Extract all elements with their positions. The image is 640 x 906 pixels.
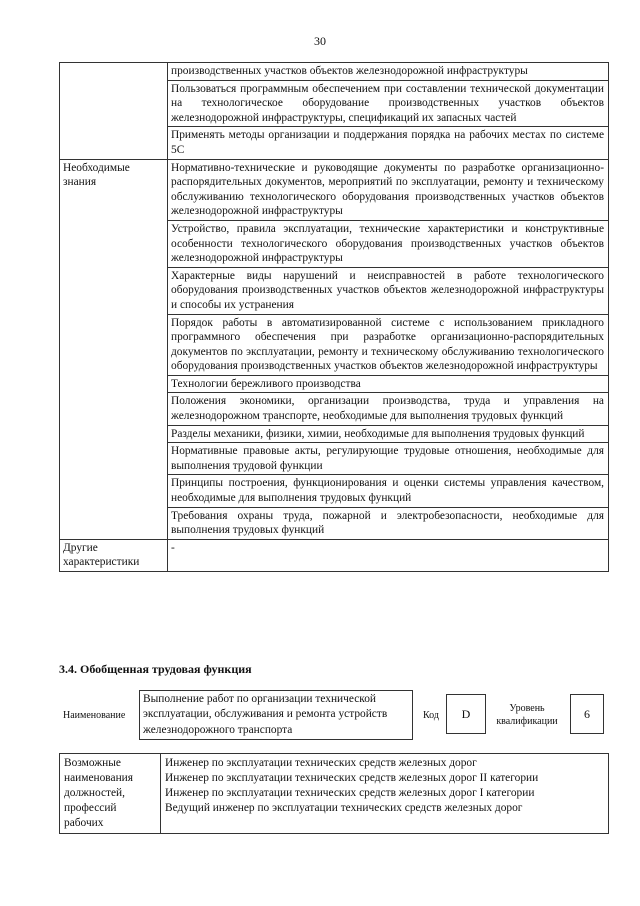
- positions-label: Возможные наименования должностей, профессий рабочих: [60, 754, 161, 834]
- code-box: D: [446, 694, 486, 734]
- function-name-box: Выполнение работ по организации технической эксплуатации, обслуживания и ремонта устройств железнодорожного транспорта: [139, 690, 413, 740]
- row-text: Разделы механики, физики, химии, необходимые для выполнения трудовых функций: [168, 425, 609, 443]
- row-text: Пользоваться программным обеспечением при составлении технической документации на технологическое оборудование производственных участков объектов железнодорожной инфраструктуры, спецификаций их запасных частей: [168, 80, 609, 127]
- positions-list: [161, 754, 609, 834]
- position-item: Инженер по эксплуатации технических средств железных дорог: [165, 757, 477, 769]
- table-row: [60, 159, 609, 220]
- page-number: 30: [314, 34, 326, 48]
- qualification-level-label: Уровень квалификации: [496, 703, 558, 727]
- row-text: -: [168, 539, 609, 571]
- position-item: Инженер по эксплуатации технических средств железных дорог I категории: [165, 787, 535, 799]
- row-label: Необходимые знания: [60, 159, 168, 539]
- skills-knowledge-table: [59, 62, 609, 572]
- row-label: Другие характеристики: [60, 539, 168, 571]
- row-text: Принципы построения, функционирования и оценки системы управления качеством, необходимые для выполнения трудовых функций: [168, 475, 609, 507]
- name-label: Наименование: [63, 710, 126, 721]
- row-text: Требования охраны труда, пожарной и электробезопасности, необходимые для выполнения трудовых функций: [168, 507, 609, 539]
- row-text: производственных участков объектов железнодорожной инфраструктуры: [168, 63, 609, 81]
- row-text: Технологии бережливого производства: [168, 375, 609, 393]
- row-text: Характерные виды нарушений и неисправностей в работе технологического оборудования производственных участков объектов железнодорожной инфраструктуры и способы их устранения: [168, 267, 609, 314]
- positions-table: [59, 753, 609, 834]
- row-text: Нормативно-технические и руководящие документы по разработке организационно-распорядительных документов, мероприятий по эксплуатации, ремонту и техническому обслуживанию технологического оборудования производственных участков объектов железнодорожной инфраструктуры: [168, 159, 609, 220]
- row-text: Положения экономики, организации производства, труда и управления на железнодорожном транспорте, необходимые для выполнения трудовых функций: [168, 393, 609, 425]
- position-item: Ведущий инженер по эксплуатации технических средств железных дорог: [165, 802, 523, 814]
- row-text: Устройство, правила эксплуатации, технические характеристики и конструктивные особенности технологического оборудования производственных участков объектов железнодорожной инфраструктуры: [168, 220, 609, 267]
- position-item: Инженер по эксплуатации технических средств железных дорог II категории: [165, 772, 539, 784]
- table-row: [60, 539, 609, 571]
- row-text: Нормативные правовые акты, регулирующие трудовые отношения, необходимые для выполнения трудовой функции: [168, 443, 609, 475]
- row-label: [60, 63, 168, 160]
- section-title: 3.4. Обобщенная трудовая функция: [59, 662, 252, 676]
- positions-row: [60, 754, 609, 834]
- row-text: Порядок работы в автоматизированной системе с использованием прикладного программного обеспечения при разработке организационно-распорядительных документов по эксплуатации, ремонту и техническому обслуживанию технологического оборудования производственных участков объектов железнодорожной инфраструктуры: [168, 314, 609, 375]
- table-row: [60, 63, 609, 81]
- row-text: Применять методы организации и поддержания порядка на рабочих местах по системе 5С: [168, 127, 609, 159]
- code-label: Код: [423, 710, 439, 721]
- qualification-level-box: 6: [570, 694, 604, 734]
